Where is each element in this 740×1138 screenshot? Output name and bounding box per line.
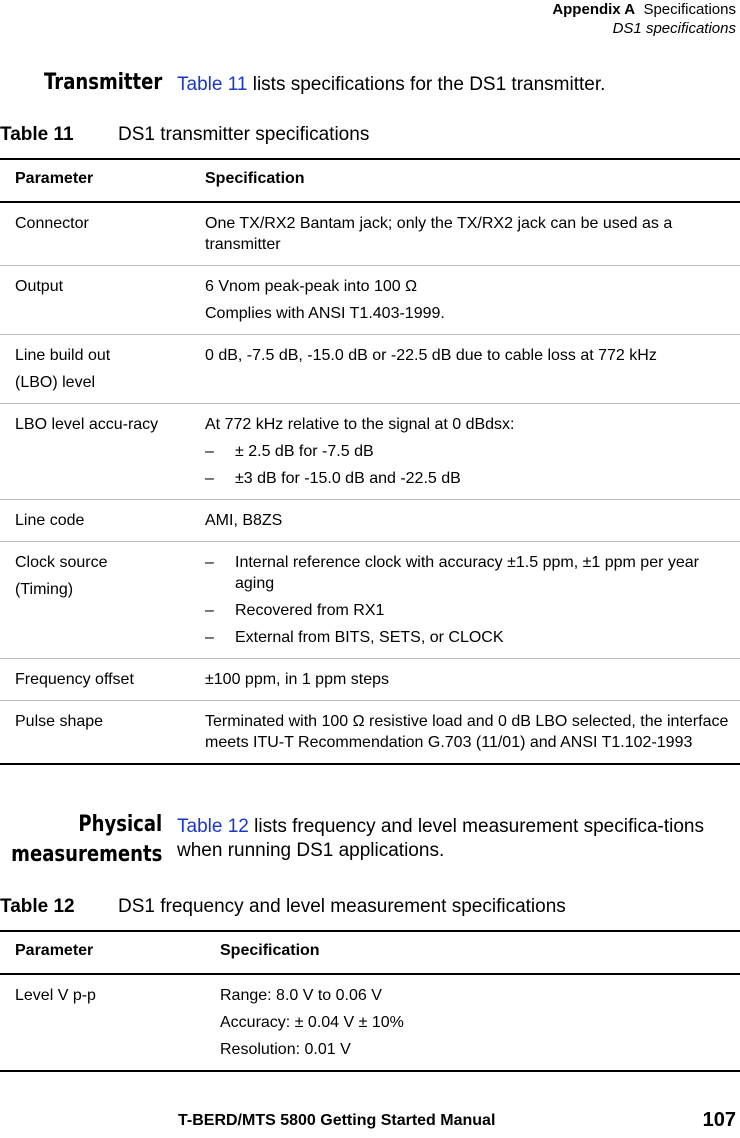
table-12-caption xyxy=(0,896,566,918)
dash-item-text: ±3 dB for -15.0 dB and -22.5 dB xyxy=(235,470,461,487)
physical-intro xyxy=(177,815,727,863)
parameter-text: (LBO) level xyxy=(15,374,96,391)
dash-item-text: Recovered from RX1 xyxy=(235,602,385,619)
dash-list xyxy=(205,441,732,489)
table-row xyxy=(0,335,740,404)
manual-title: T-BERD/MTS 5800 Getting Started Manual xyxy=(178,1112,496,1129)
specification-cell xyxy=(190,701,740,765)
table-header-row xyxy=(0,159,740,202)
dash-list-item xyxy=(205,627,732,648)
transmitter-spec-table xyxy=(0,158,740,765)
parameter-text: (Timing) xyxy=(15,581,74,598)
table-11-link[interactable]: Table 11 xyxy=(177,74,248,95)
table-row xyxy=(0,500,740,542)
running-header xyxy=(552,0,736,38)
dash-list-item xyxy=(205,552,732,594)
transmitter-heading: Transmitter xyxy=(43,70,162,95)
parameter-cell xyxy=(0,202,190,266)
parameter-text: Line build out xyxy=(15,347,111,364)
parameter-text: LBO level accu-racy xyxy=(15,416,159,433)
measurement-spec-table xyxy=(0,930,740,1072)
specification-cell xyxy=(190,542,740,659)
parameter-text: Line code xyxy=(15,512,85,529)
parameter-text: Clock source xyxy=(15,554,108,571)
parameter-text: Level V p-p xyxy=(15,987,96,1004)
specification-text: Terminated with 100 Ω resistive load and 0 dB LBO selected, the interface meets ITU-T Recommendation G.703 (11/01) and ANSI T1.102-1993 xyxy=(205,713,729,751)
physical-heading-line2: measurements xyxy=(10,842,162,867)
specification-text: Accuracy: ± 0.04 V ± 10% xyxy=(220,1014,404,1031)
specification-text: Range: 8.0 V to 0.06 V xyxy=(220,987,382,1004)
table-header-row xyxy=(0,931,740,974)
table-11-caption xyxy=(0,124,369,146)
specification-text: Complies with ANSI T1.403-1999. xyxy=(205,305,445,322)
specification-cell xyxy=(190,202,740,266)
dash-marker: – xyxy=(205,470,214,487)
column-header-specification: Specification xyxy=(205,170,305,187)
dash-item-text: Internal reference clock with accuracy ±1.5 ppm, ±1 ppm per year aging xyxy=(235,554,699,592)
appendix-title: Specifications xyxy=(643,1,736,18)
appendix-label: Appendix A xyxy=(552,1,636,18)
specification-cell xyxy=(205,974,740,1071)
table-row xyxy=(0,659,740,701)
caption-text: DS1 frequency and level measurement specifications xyxy=(118,896,566,917)
section-title: DS1 specifications xyxy=(612,20,736,37)
physical-intro-text: lists frequency and level measurement specifica-tions when running DS1 applications. xyxy=(177,816,704,861)
physical-heading-line1: Physical xyxy=(78,812,162,837)
column-header-parameter: Parameter xyxy=(15,942,94,959)
table-row xyxy=(0,542,740,659)
specification-text: 6 Vnom peak-peak into 100 Ω xyxy=(205,278,418,295)
specification-cell xyxy=(190,335,740,404)
specification-cell xyxy=(190,404,740,500)
table-12-link[interactable]: Table 12 xyxy=(177,816,249,837)
caption-number: Table 12 xyxy=(0,896,75,917)
specification-cell xyxy=(190,500,740,542)
parameter-text: Connector xyxy=(15,215,89,232)
dash-marker: – xyxy=(205,443,214,460)
parameter-cell xyxy=(0,266,190,335)
parameter-cell xyxy=(0,542,190,659)
caption-text: DS1 transmitter specifications xyxy=(118,124,370,145)
specification-text: AMI, B8ZS xyxy=(205,512,283,529)
table-row xyxy=(0,701,740,765)
dash-marker: – xyxy=(205,602,214,619)
specification-cell xyxy=(190,266,740,335)
parameter-cell xyxy=(0,974,205,1071)
specification-text: 0 dB, -7.5 dB, -15.0 dB or -22.5 dB due to cable loss at 772 kHz xyxy=(205,347,657,364)
dash-list-item xyxy=(205,441,732,462)
table-row xyxy=(0,266,740,335)
column-header-specification: Specification xyxy=(220,942,320,959)
parameter-cell xyxy=(0,701,190,765)
specification-cell xyxy=(190,659,740,701)
transmitter-intro xyxy=(177,73,605,97)
table-row xyxy=(0,974,740,1071)
dash-item-text: External from BITS, SETS, or CLOCK xyxy=(235,629,504,646)
dash-item-text: ± 2.5 dB for -7.5 dB xyxy=(235,443,374,460)
parameter-text: Frequency offset xyxy=(15,671,134,688)
dash-list xyxy=(205,552,732,648)
dash-marker: – xyxy=(205,554,214,571)
specification-text: Resolution: 0.01 V xyxy=(220,1041,351,1058)
table-row xyxy=(0,404,740,500)
dash-list-item xyxy=(205,600,732,621)
parameter-cell xyxy=(0,335,190,404)
dash-marker: – xyxy=(205,629,214,646)
specification-text: At 772 kHz relative to the signal at 0 dBdsx: xyxy=(205,416,515,433)
parameter-cell xyxy=(0,659,190,701)
parameter-text: Output xyxy=(15,278,64,295)
specification-text: ±100 ppm, in 1 ppm steps xyxy=(205,671,389,688)
specification-text: One TX/RX2 Bantam jack; only the TX/RX2 jack can be used as a transmitter xyxy=(205,215,673,253)
parameter-cell xyxy=(0,404,190,500)
dash-list-item xyxy=(205,468,732,489)
caption-number: Table 11 xyxy=(0,124,74,145)
table-row xyxy=(0,202,740,266)
page-number: 107 xyxy=(702,1109,736,1131)
transmitter-intro-text: lists specifications for the DS1 transmitter. xyxy=(247,74,606,95)
parameter-text: Pulse shape xyxy=(15,713,104,730)
column-header-parameter: Parameter xyxy=(15,170,94,187)
parameter-cell xyxy=(0,500,190,542)
